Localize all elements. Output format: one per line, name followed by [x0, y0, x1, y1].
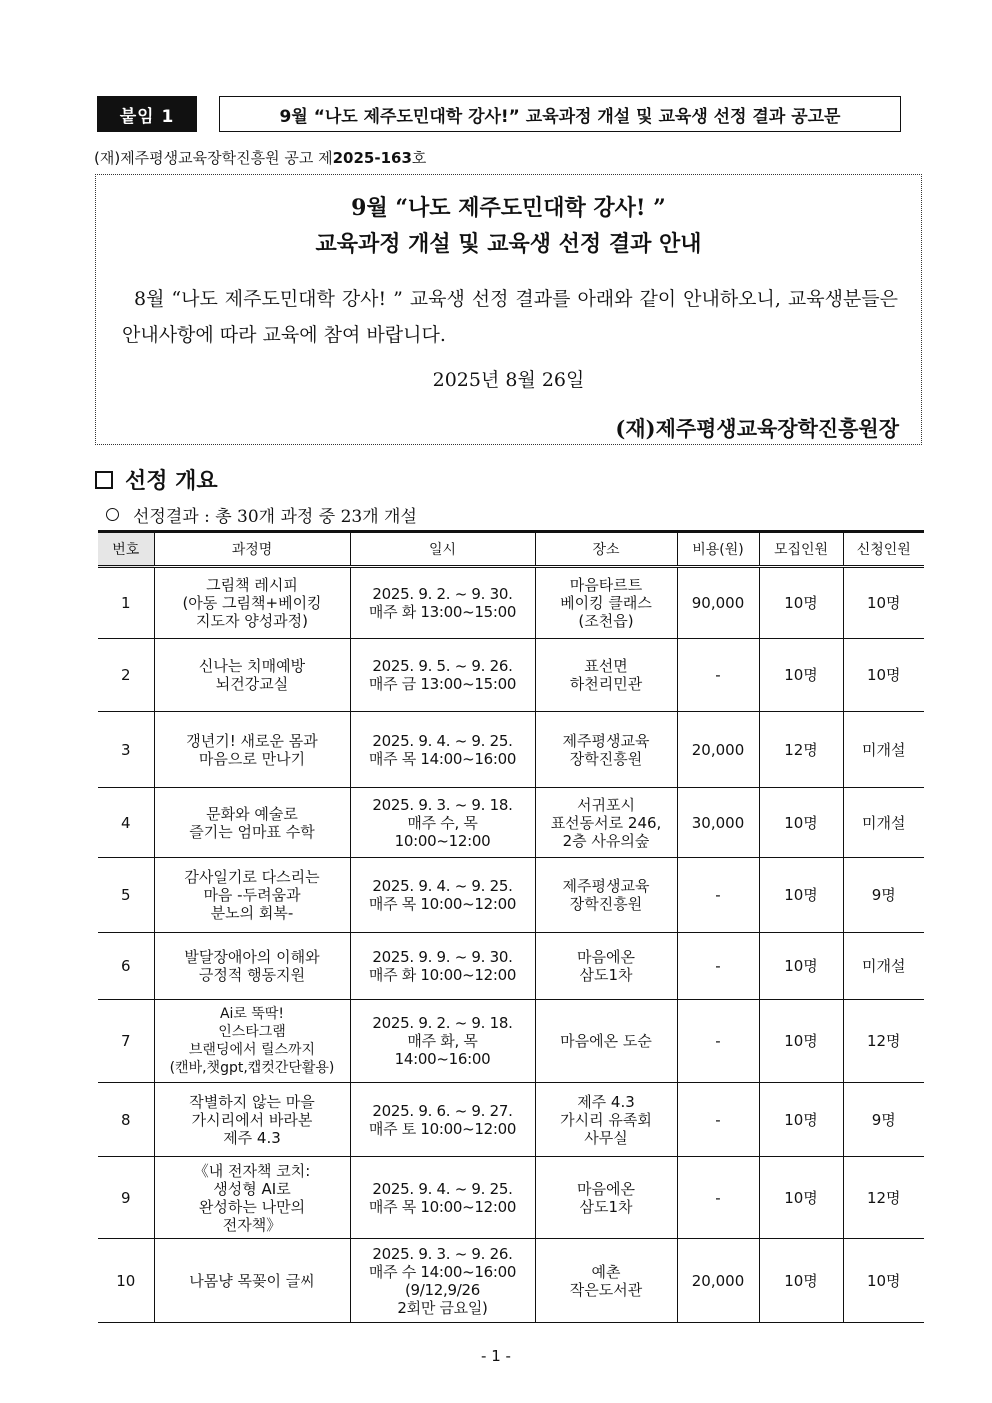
cell-applicants: 10명	[843, 1239, 924, 1323]
cell-capacity: 10명	[759, 933, 843, 1000]
notice-number-suffix: 호	[411, 149, 427, 167]
table-row	[98, 1000, 924, 1083]
cell-applicants: 12명	[843, 1157, 924, 1239]
cell-place: 제주평생교육 장학진흥원	[535, 858, 677, 933]
cell-cost: -	[677, 858, 759, 933]
notice-signature: (재)제주평생교육장학진흥원장	[615, 416, 899, 441]
cell-place: 서귀포시 표선동서로 246, 2층 사유의숲	[535, 788, 677, 858]
cell-capacity: 10명	[759, 788, 843, 858]
table-row	[98, 567, 924, 639]
cell-place: 마음에온 도순	[535, 1000, 677, 1083]
selection-result	[106, 502, 417, 527]
notice-number-value: 2025-163	[332, 149, 412, 167]
notice-number-prefix: (재)제주평생교육장학진흥원 공고 제	[94, 149, 333, 167]
cell-applicants: 10명	[843, 639, 924, 712]
cell-number: 7	[98, 1000, 154, 1083]
notice-body: 8월 “나도 제주도민대학 강사! ” 교육생 선정 결과를 아래와 같이 안내하오니, 교육생분들은 안내사항에 따라 교육에 참여 바랍니다.	[122, 288, 898, 346]
cell-course-name: 신나는 치매예방 뇌건강교실	[154, 639, 350, 712]
cell-schedule: 2025. 9. 2. ~ 9. 30. 매주 화 13:00~15:00	[350, 567, 535, 639]
cell-applicants: 미개설	[843, 712, 924, 788]
cell-course-name: 작별하지 않는 마을 가시리에서 바라본 제주 4.3	[154, 1083, 350, 1157]
cell-cost: -	[677, 1157, 759, 1239]
cell-course-name: 그림책 레시피 (아동 그림책+베이킹 지도자 양성과정)	[154, 567, 350, 639]
cell-capacity: 10명	[759, 1157, 843, 1239]
cell-number: 9	[98, 1157, 154, 1239]
cell-course-name: 문화와 예술로 즐기는 엄마표 수학	[154, 788, 350, 858]
cell-schedule: 2025. 9. 3. ~ 9. 26. 매주 수 14:00~16:00 (9/12,9/26 2회만 금요일)	[350, 1239, 535, 1323]
cell-number: 4	[98, 788, 154, 858]
notice-date: 2025년 8월 26일	[432, 369, 585, 391]
cell-course-name: 발달장애아의 이해와 긍정적 행동지원	[154, 933, 350, 1000]
cell-place: 제주평생교육 장학진흥원	[535, 712, 677, 788]
cell-place: 제주 4.3 가시리 유족회 사무실	[535, 1083, 677, 1157]
cell-course-name: Ai로 뚝딱! 인스타그램 브랜딩에서 릴스까지 (캔바,챗gpt,캡컷간단활용)	[154, 1000, 350, 1083]
cell-capacity: 10명	[759, 1000, 843, 1083]
notice-title-line1: 9월 “나도 제주도민대학 강사! ”	[351, 195, 666, 221]
cell-schedule: 2025. 9. 4. ~ 9. 25. 매주 목 10:00~12:00	[350, 858, 535, 933]
cell-cost: 20,000	[677, 712, 759, 788]
table-row	[98, 639, 924, 712]
cell-capacity: 10명	[759, 858, 843, 933]
page-number: - 1 -	[481, 1347, 511, 1365]
cell-cost: -	[677, 639, 759, 712]
attachment-title: 9월 “나도 제주도민대학 강사!” 교육과정 개설 및 교육생 선정 결과 공고문	[219, 96, 901, 132]
cell-place: 표선면 하천리민관	[535, 639, 677, 712]
cell-number: 3	[98, 712, 154, 788]
header-course-name: 과정명	[154, 532, 350, 567]
cell-applicants: 미개설	[843, 933, 924, 1000]
section-title: 선정 개요	[125, 469, 218, 494]
square-bullet-icon	[95, 471, 113, 489]
cell-place: 마음에온 삼도1차	[535, 933, 677, 1000]
cell-course-name: 나몸냥 목꽂이 글씨	[154, 1239, 350, 1323]
notice-box	[95, 174, 922, 445]
cell-cost: -	[677, 1083, 759, 1157]
header-place: 장소	[535, 532, 677, 567]
cell-capacity: 12명	[759, 712, 843, 788]
cell-place: 마음에온 삼도1차	[535, 1157, 677, 1239]
cell-course-name: 《내 전자책 코치: 생성형 AI로 완성하는 나만의 전자책》	[154, 1157, 350, 1239]
table-row	[98, 933, 924, 1000]
section-heading	[95, 464, 218, 495]
cell-applicants: 12명	[843, 1000, 924, 1083]
cell-cost: 90,000	[677, 567, 759, 639]
cell-capacity: 10명	[759, 639, 843, 712]
notice-title-line2: 교육과정 개설 및 교육생 선정 결과 안내	[315, 231, 702, 257]
cell-applicants: 10명	[843, 567, 924, 639]
cell-number: 8	[98, 1083, 154, 1157]
header-cost: 비용(원)	[677, 532, 759, 567]
cell-cost: 30,000	[677, 788, 759, 858]
cell-schedule: 2025. 9. 5. ~ 9. 26. 매주 금 13:00~15:00	[350, 639, 535, 712]
cell-schedule: 2025. 9. 6. ~ 9. 27. 매주 토 10:00~12:00	[350, 1083, 535, 1157]
header-applicants: 신청인원	[843, 532, 924, 567]
table-header-row	[98, 532, 924, 567]
header-number: 번호	[98, 532, 154, 567]
cell-applicants: 9명	[843, 1083, 924, 1157]
cell-place: 마음타르트 베이킹 클래스 (조천읍)	[535, 567, 677, 639]
table-row	[98, 788, 924, 858]
cell-course-name: 감사일기로 다스리는 마음 -두려움과 분노의 회복-	[154, 858, 350, 933]
header-schedule: 일시	[350, 532, 535, 567]
cell-cost: 20,000	[677, 1239, 759, 1323]
cell-applicants: 9명	[843, 858, 924, 933]
cell-capacity: 10명	[759, 567, 843, 639]
cell-number: 6	[98, 933, 154, 1000]
cell-schedule: 2025. 9. 4. ~ 9. 25. 매주 목 10:00~12:00	[350, 1157, 535, 1239]
table-row	[98, 1239, 924, 1323]
notice-number	[94, 147, 426, 168]
table-row	[98, 858, 924, 933]
table-row	[98, 712, 924, 788]
cell-schedule: 2025. 9. 2. ~ 9. 18. 매주 화, 목 14:00~16:00	[350, 1000, 535, 1083]
attachment-tag: 붙임 1	[97, 96, 197, 132]
cell-number: 1	[98, 567, 154, 639]
course-table	[98, 530, 924, 1323]
circle-bullet-icon	[106, 508, 119, 521]
cell-course-name: 갱년기! 새로운 몸과 마음으로 만나기	[154, 712, 350, 788]
cell-number: 5	[98, 858, 154, 933]
cell-cost: -	[677, 1000, 759, 1083]
cell-schedule: 2025. 9. 3. ~ 9. 18. 매주 수, 목 10:00~12:00	[350, 788, 535, 858]
cell-number: 10	[98, 1239, 154, 1323]
header-capacity: 모집인원	[759, 532, 843, 567]
cell-cost: -	[677, 933, 759, 1000]
cell-schedule: 2025. 9. 4. ~ 9. 25. 매주 목 14:00~16:00	[350, 712, 535, 788]
cell-capacity: 10명	[759, 1239, 843, 1323]
cell-capacity: 10명	[759, 1083, 843, 1157]
selection-result-text: 선정결과 : 총 30개 과정 중 23개 개설	[133, 507, 417, 527]
cell-number: 2	[98, 639, 154, 712]
cell-applicants: 미개설	[843, 788, 924, 858]
table-row	[98, 1157, 924, 1239]
cell-schedule: 2025. 9. 9. ~ 9. 30. 매주 화 10:00~12:00	[350, 933, 535, 1000]
table-row	[98, 1083, 924, 1157]
cell-place: 예촌 작은도서관	[535, 1239, 677, 1323]
